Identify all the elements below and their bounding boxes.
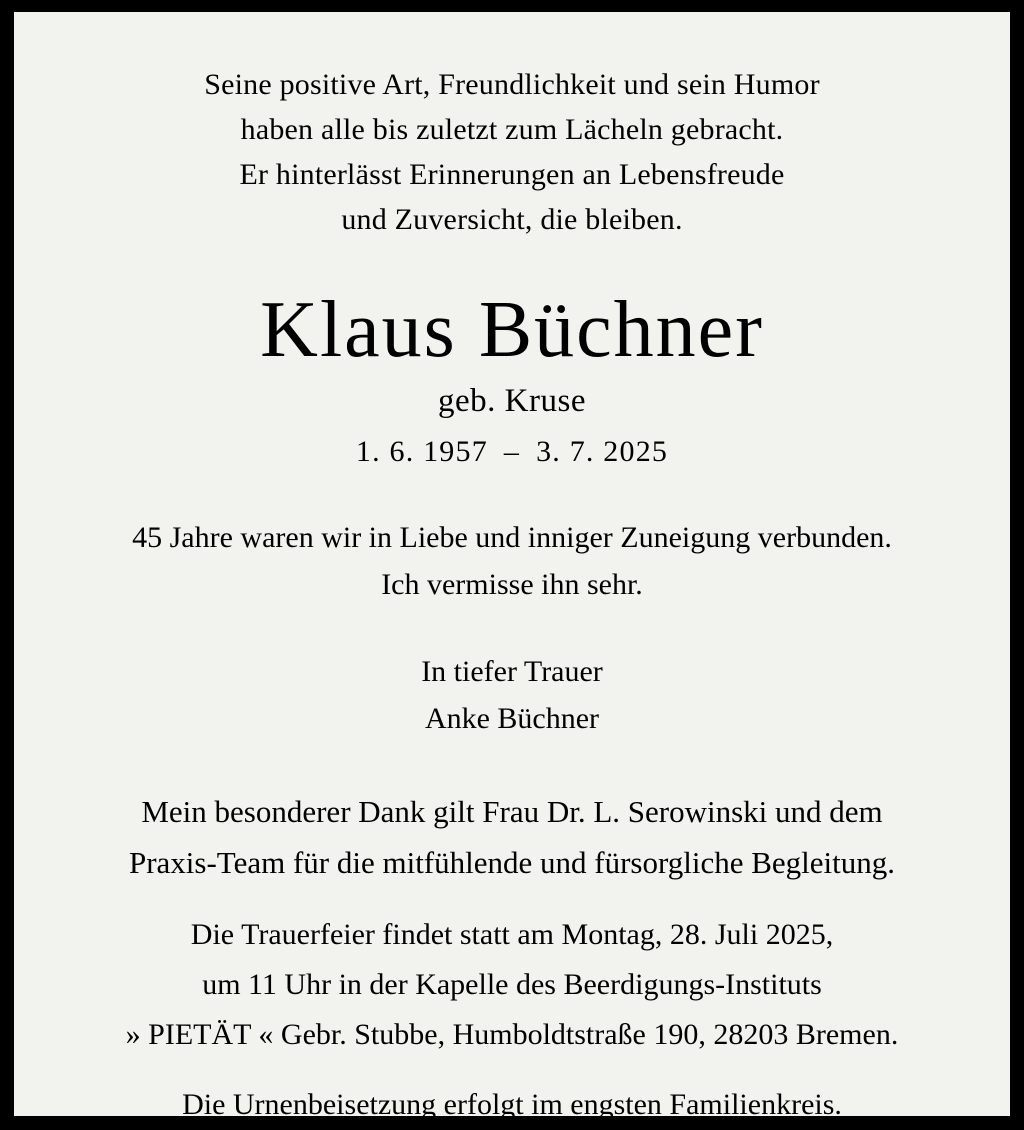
mourner-name: Anke Büchner [424, 702, 600, 735]
thanks-line-2: Praxis-Team für die mitfühlende und fürsorgliche Begleitung. [128, 845, 896, 880]
obituary-card [14, 12, 1010, 1121]
thanks-line-1: Mein besonderer Dank gilt Frau Dr. L. Serowinski und dem [141, 794, 883, 829]
funeral-details [44, 910, 980, 1060]
life-dates [44, 432, 980, 472]
verse-line-2: haben alle bis zuletzt zum Lächeln gebracht. [240, 113, 784, 146]
deceased-name: Klaus Büchner [260, 286, 764, 374]
thanks-text [44, 786, 980, 888]
mourning-label: In tiefer Trauer [421, 655, 603, 688]
tribute-line-2: Ich vermisse ihn sehr. [381, 568, 643, 601]
memorial-verse [44, 62, 980, 242]
verse-line-1: Seine positive Art, Freundlichkeit und sein Humor [204, 68, 820, 101]
birth-date: 1. 6. 1957 [355, 435, 488, 468]
date-separator: – [503, 435, 521, 468]
funeral-line-2: um 11 Uhr in der Kapelle des Beerdigungs-Instituts [202, 968, 822, 1001]
tribute-line-1: 45 Jahre waren wir in Liebe und inniger Zuneigung verbunden. [132, 521, 892, 554]
funeral-line-3: » PIETÄT « Gebr. Stubbe, Humboldtstraße 190, 28203 Bremen. [125, 1018, 899, 1051]
funeral-line-1: Die Trauerfeier findet statt am Montag, 28. Juli 2025, [190, 918, 834, 951]
maiden-name: geb. Kruse [438, 383, 586, 419]
closing-note: Die Urnenbeisetzung erfolgt im engsten Familienkreis. [182, 1088, 842, 1121]
mourner-block [44, 648, 980, 742]
verse-line-4: und Zuversicht, die bleiben. [341, 203, 683, 236]
death-date: 3. 7. 2025 [536, 435, 669, 468]
tribute-text [44, 514, 980, 608]
verse-line-3: Er hinterlässt Erinnerungen an Lebensfreude [239, 158, 785, 191]
